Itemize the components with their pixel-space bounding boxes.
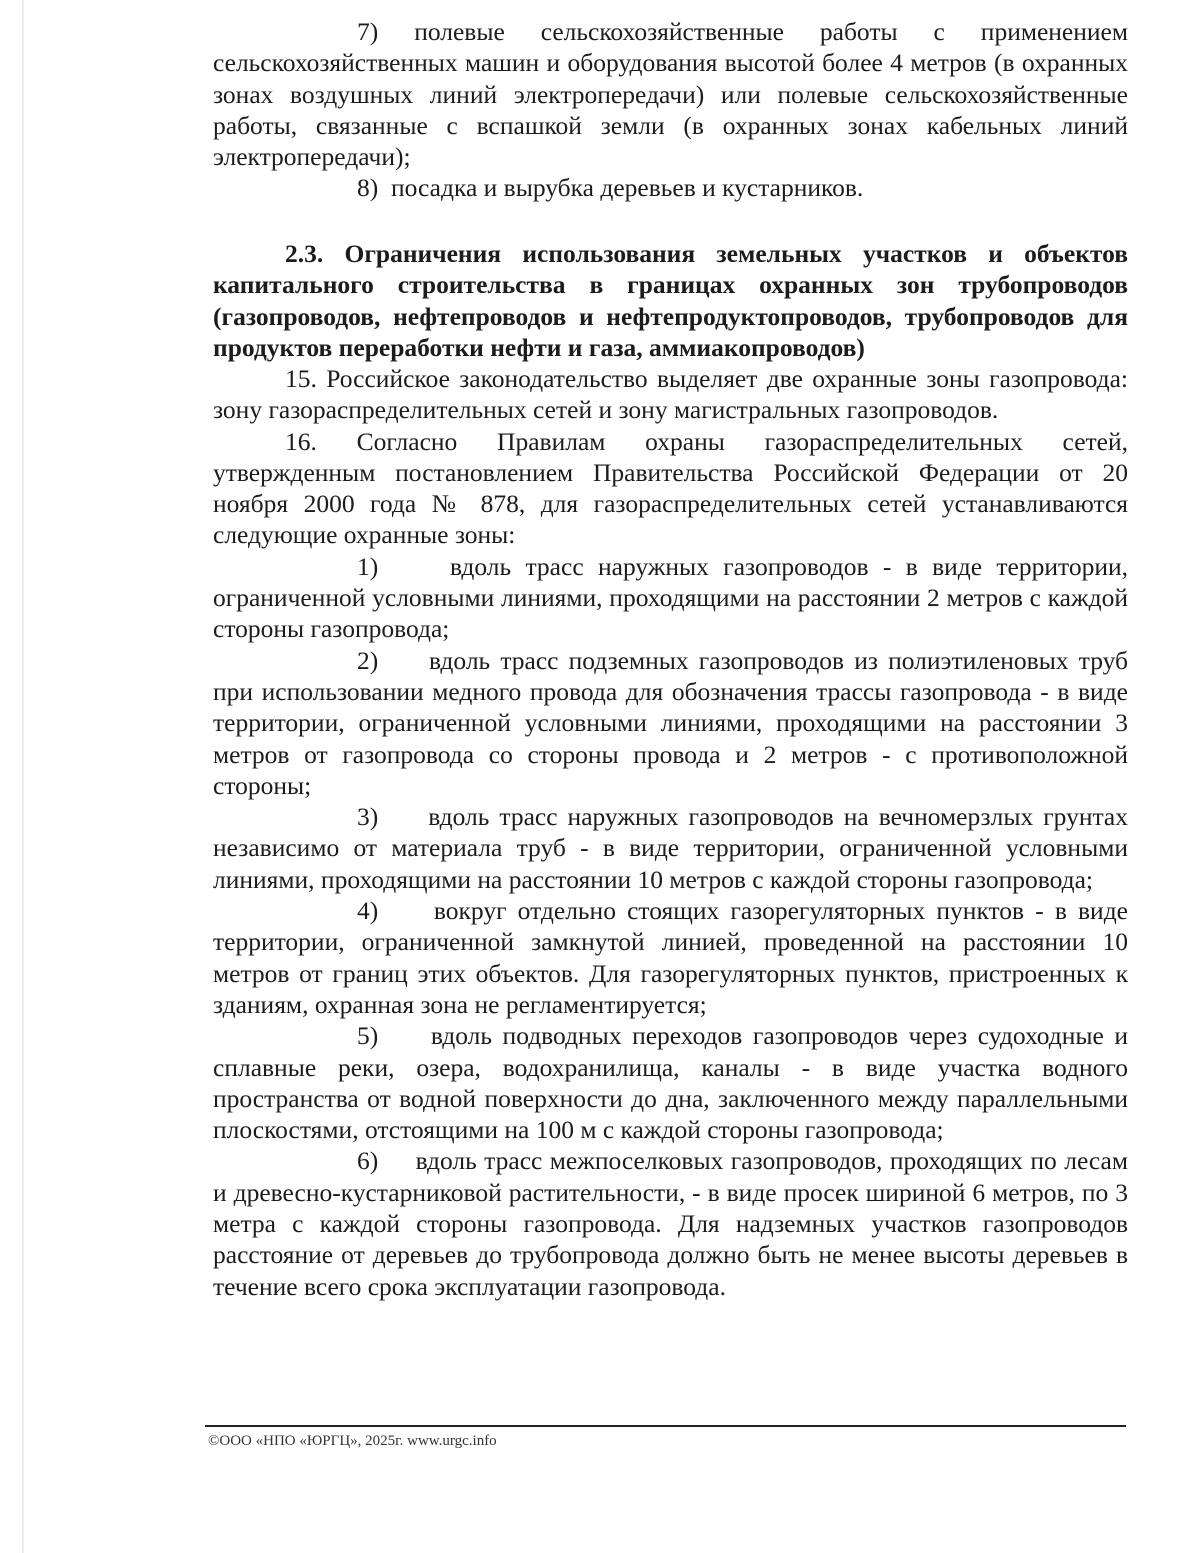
list-number: 3) (357, 802, 379, 832)
list-text: вдоль трасс наружных газопроводов на вечномерзлых грунтах независимо от материала труб - в виде территории, ограниченной условными линиями, проходящими на расстоянии 10 метров с каждой стороны газопровода; (213, 802, 1128, 894)
list-number: 8) (357, 173, 379, 203)
footer-copyright: ©ООО «НПО «ЮРГЦ», 2025г. www.urgc.info (208, 1433, 497, 1449)
list-number: 1) (357, 551, 379, 581)
list-item-8 (213, 172, 1128, 203)
top-list (213, 16, 1128, 204)
zone-item-5 (213, 1020, 1128, 1145)
section-heading: 2.3. Ограничения использования земельных участков и объектов капитального строительства в границах охранных зон трубопроводов (газопроводов, нефтепроводов и нефтепродуктопроводов, трубопроводов для продуктов переработки нефти и газа, аммиакопроводов) (213, 239, 1128, 362)
zone-item-1 (213, 551, 1128, 645)
zone-item-6 (213, 1145, 1128, 1301)
list-text: вдоль подводных переходов газопроводов через судоходные и сплавные реки, озера, водохранилища, каналы - в виде участка водного пространства от водной поверхности до дна, заключенного между параллельными плоскостями, отстоящими на 100 м с каждой стороны газопровода; (213, 1021, 1129, 1145)
paragraph-16: 16. Согласно Правилам охраны газораспределительных сетей, утвержденным постановлением Правительства Российской Федерации от 20 ноября 2000 года № 878, для газораспределительных сетей устанавливаются следующие охранные зоны: (213, 426, 1128, 550)
list-number: 7) (357, 17, 379, 46)
section-body (213, 363, 1128, 1302)
list-number: 5) (357, 1021, 379, 1051)
list-text: вдоль трасс подземных газопроводов из полиэтиленовых труб при использовании медного провода для обозначения трассы газопровода - в виде территории, ограниченной условными линиями, проходящими на расстоянии 3 метров от газопровода со стороны провода и 2 метров - с противоположной стороны; (213, 645, 1129, 800)
zone-item-4 (213, 895, 1128, 1020)
list-text: вокруг отдельно стоящих газорегуляторных пунктов - в виде территории, ограниченной замкнутой линией, проведенной на расстоянии 10 метров от границ этих объектов. Для газорегуляторных пунктов, пристроенных к зданиям, охранная зона не регламентируется; (213, 896, 1128, 1019)
list-text: полевые сельскохозяйственные работы с применением сельскохозяйственных машин и оборудования высотой более 4 метров (в охранных зонах воздушных линий электропередачи) или полевые сельскохозяйственные работы, связанные с вспашкой земли (в охранных зонах кабельных линий электропередачи); (213, 17, 1129, 172)
zone-item-3 (213, 801, 1128, 895)
list-text: вдоль трасс межпоселковых газопроводов, проходящих по лесам и древесно-кустарниковой растительности, - в виде просек шириной 6 метров, по 3 метра с каждой стороны газопровода. Для надземных участков газопроводов расстояние от деревьев до трубопровода должно быть не менее высоты деревьев в течение всего срока эксплуатации газопровода. (213, 1146, 1129, 1301)
list-number: 2) (357, 645, 379, 675)
list-number: 4) (357, 896, 379, 926)
list-item-7 (213, 16, 1128, 172)
scan-edge-shadow (22, 0, 24, 1553)
footer-divider (205, 1425, 1126, 1427)
list-number: 6) (357, 1146, 379, 1176)
paragraph-15: 15. Российское законодательство выделяет две охранные зоны газопровода: зону газораспределительных сетей и зону магистральных газопроводов. (213, 364, 1128, 425)
list-text: вдоль трасс наружных газопроводов - в виде территории, ограниченной условными линиями, проходящими на расстоянии 2 метров с каждой стороны газопровода; (213, 551, 1128, 644)
list-text: посадка и вырубка деревьев и кустарников. (391, 173, 864, 203)
zone-item-2 (213, 645, 1128, 801)
